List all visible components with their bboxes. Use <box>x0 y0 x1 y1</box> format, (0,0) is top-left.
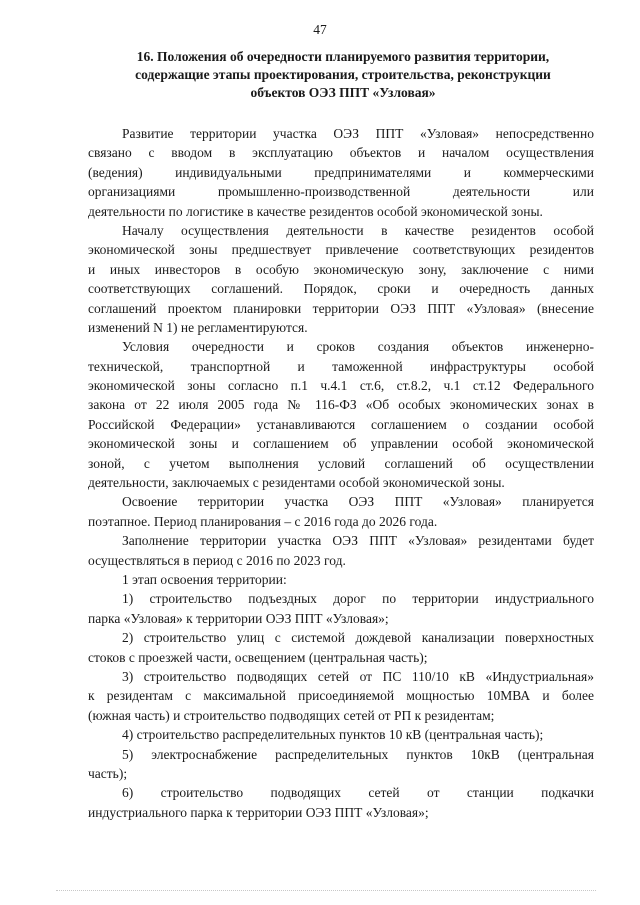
paragraph-line: 4) строительство распределительных пунктов 10 кВ (центральная часть); <box>122 727 544 743</box>
paragraph-line: и иных инвесторов в особую экономическую зону, заключение с ними <box>88 261 594 277</box>
paragraph <box>88 589 594 628</box>
paragraph <box>88 124 594 221</box>
paragraph <box>88 628 594 667</box>
paragraph-line: экономической зоны и соглашением об управлении особой экономической <box>88 436 594 452</box>
paragraph-line: Развитие территории участка ОЭЗ ППТ «Узловая» непосредственно <box>122 126 594 141</box>
paragraph <box>88 221 594 337</box>
paragraph-line: соглашений проектом планировки территории ОЭЗ ППТ «Узловая» (внесение <box>88 300 594 316</box>
paragraph-line: организациями промышленно-производственной деятельности или <box>88 184 594 200</box>
heading-line: содержащие этапы проектирования, строительства, реконструкции <box>135 67 551 82</box>
paragraph <box>88 570 594 589</box>
paragraph <box>88 667 594 725</box>
paragraph-line: (южная часть) и строительство подводящих сетей от РП к резидентам; <box>88 707 495 723</box>
paragraph-line: 2) строительство улиц с системой дождевой канализации поверхностных <box>122 630 594 646</box>
paragraph <box>88 337 594 492</box>
paragraph-line: изменений N 1) не регламентируются. <box>88 319 308 335</box>
paragraph-line: технической, транспортной и таможенной инфраструктуры особой <box>88 358 594 374</box>
footer-rule <box>56 890 596 891</box>
paragraph-line: Началу осуществления деятельности в качестве резидентов особой <box>122 222 594 238</box>
paragraph-line: 1) строительство подъездных дорог по территории индустриального <box>122 591 594 607</box>
paragraph <box>88 531 594 570</box>
paragraph-line: Условия очередности и сроков создания объектов инженерно- <box>122 339 594 355</box>
paragraph-line: поэтапное. Период планирования – с 2016 года до 2026 года. <box>88 513 438 529</box>
paragraph <box>88 725 594 744</box>
paragraph-line: часть); <box>88 765 128 781</box>
heading-line: 16. Положения об очередности планируемого развития территории, <box>136 49 550 64</box>
page-number: 47 <box>313 22 327 37</box>
paragraph-line: 5) электроснабжение распределительных пунктов 10кВ (центральная <box>122 746 594 762</box>
paragraph-line: индустриального парка к территории ОЭЗ ППТ «Узловая»; <box>88 804 429 820</box>
paragraph-line: к резидентам с максимальной присоединяемой мощностью 10МВА и более <box>88 688 594 704</box>
paragraph-line: соответствующих соглашений. Порядок, сроки и очередность данных <box>88 281 594 297</box>
paragraph-line: закона от 22 июля 2005 года № 116-ФЗ «Об особых экономических зонах в <box>88 397 594 413</box>
paragraph-line: зоной, с учетом выполнения условий соглашений об осуществлении <box>88 455 594 471</box>
paragraph-line: Заполнение территории участка ОЭЗ ППТ «Узловая» резидентами будет <box>122 533 594 549</box>
paragraph-line: осуществляться в период с 2016 по 2023 год. <box>88 552 346 568</box>
paragraph-line: деятельности по логистике в качестве резидентов особой экономической зоны. <box>88 203 543 219</box>
section-heading <box>96 48 590 102</box>
paragraph-line: 1 этап освоения территории: <box>122 571 287 587</box>
paragraph-line: Российской Федерации» устанавливаются соглашением о создании особой <box>88 416 594 432</box>
paragraph-line: 6) строительство подводящих сетей от станции подкачки <box>122 785 594 801</box>
paragraph-line: связано с вводом в эксплуатацию объектов и началом осуществления <box>88 145 594 161</box>
heading-line: объектов ОЭЗ ППТ «Узловая» <box>250 85 436 100</box>
document-body <box>88 124 594 822</box>
paragraph-line: (ведения) индивидуальными предпринимателями и коммерческими <box>88 164 594 180</box>
paragraph-line: экономической зоны предшествует привлечение соответствующих резидентов <box>88 242 594 258</box>
paragraph-line: стоков с проезжей части, освещением (центральная часть); <box>88 649 428 665</box>
paragraph-line: 3) строительство подводящих сетей от ПС 110/10 кВ «Индустриальная» <box>122 668 594 684</box>
paragraph-line: парка «Узловая» к территории ОЭЗ ППТ «Узловая»; <box>88 610 389 626</box>
paragraph <box>88 745 594 784</box>
paragraph-line: деятельности, заключаемых с резидентами особой экономической зоны. <box>88 475 505 491</box>
paragraph-line: Освоение территории участка ОЭЗ ППТ «Узловая» планируется <box>122 494 594 510</box>
paragraph <box>88 783 594 822</box>
paragraph <box>88 492 594 531</box>
paragraph-line: экономической зоны согласно п.1 ч.4.1 ст.6, ст.8.2, ч.1 ст.12 Федерального <box>88 378 594 394</box>
